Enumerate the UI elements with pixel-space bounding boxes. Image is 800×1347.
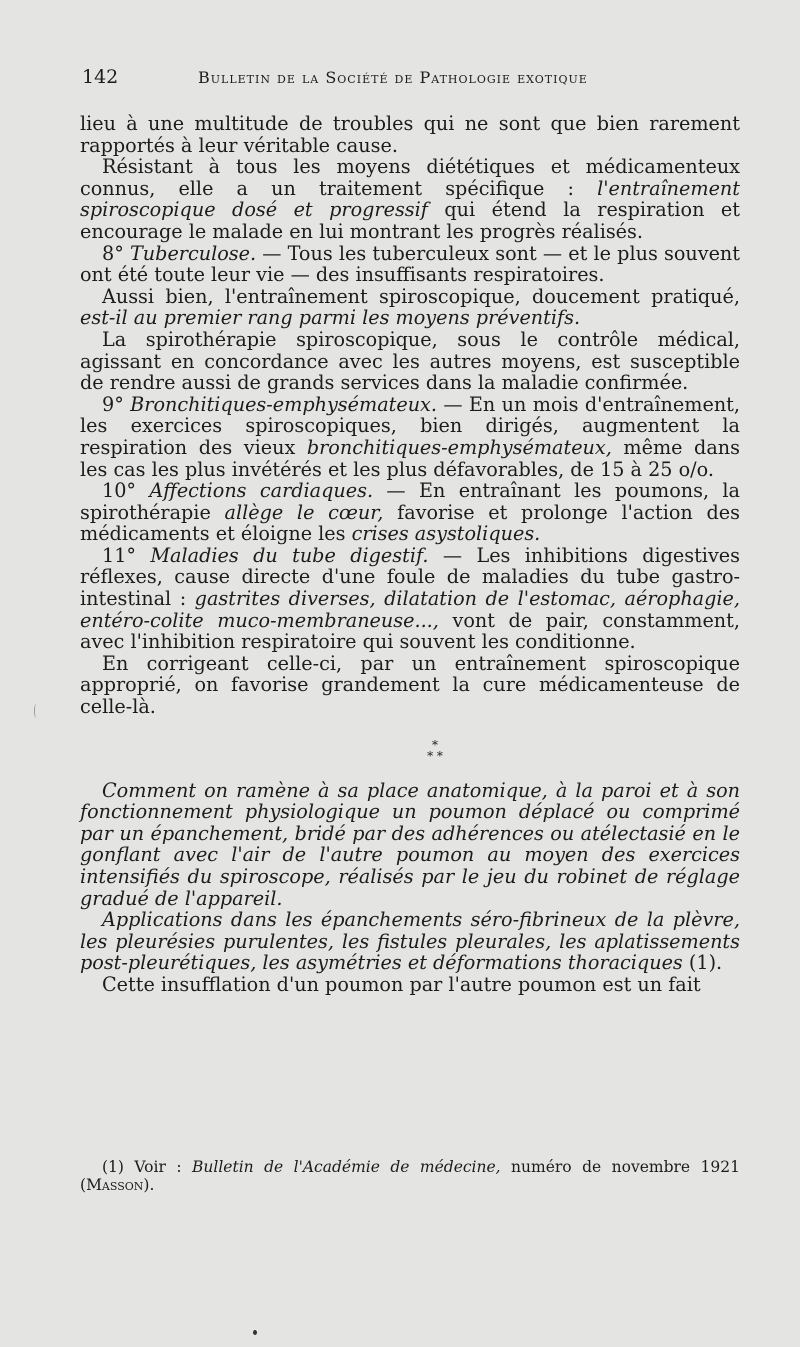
item-number: 8° [102,241,130,265]
paragraph-text: — Les inhibitions digestives réflexes, cause directe d'une foule de maladies du tube gastro-intestinal : [80,543,740,611]
paragraph-text: qui étend la respiration et encourage le malade en lui montrant les progrès réalisés. [80,198,741,243]
paragraph-spirotherapie [80,329,740,394]
paragraph-text: En corrigeant celle-ci, par un entraînement spiroscopique approprié, on favorise grandement la cure médicamenteuse de celle-là. [80,651,740,719]
footnote-reference: (1). [682,951,723,975]
emphasis-text: gastrites diverses, dilatation de l'estomac, aérophagie, entéro-colite muco-membraneuse..., [80,587,740,632]
emphasis-text: crises asystoliques. [351,522,541,546]
page-header [82,66,742,96]
item-title: Affections cardiaques. [149,479,374,503]
margin-mark [34,704,38,718]
paragraph-text: Aussi bien, l'entraînement spiroscopique, doucement pratiqué, [102,284,740,308]
paragraph-continuation [80,113,740,156]
item-title: Tuberculose. [130,241,257,265]
paragraph-treatment [80,156,740,242]
paragraph-text: — En entraînant les poumons, la spirothérapie [80,479,740,524]
paragraph-tuberculose [80,243,740,286]
paragraph-text: Cette insufflation d'un poumon par l'autre poumon est un fait [102,972,701,996]
footnote-close: ). [143,1176,155,1194]
item-title: Bronchitiques-emphysémateux. [130,392,437,416]
paragraph-text: Applications dans les épanchements séro-fibrineux de la plèvre, les pleurésies purulentes, les fistules pleurales, les aplatissements post-pleurétiques, les asymétries et déformations thoraciques [80,908,740,975]
item-number: 10° [102,479,150,503]
asterism-divider [80,737,740,763]
paragraph-text: lieu à une multitude de troubles qui ne sont que bien rarement rapportés à leur véritable cause. [80,112,740,157]
paragraph-text: vont de pair, constamment, avec l'inhibition respiratoire qui souvent les conditionne. [80,608,740,654]
footnote-publisher: Masson [86,1176,144,1194]
body-text [80,113,740,996]
emphasis-text: allège le cœur, [224,500,384,524]
paragraph-text: Résistant à tous les moyens diététiques et médicamenteux connus, elle a un traitement spécifique : [80,155,740,200]
italic-section [80,780,740,996]
running-head: Bulletin de la Société de Pathologie exotique [198,68,588,87]
item-number: 9° [102,392,131,416]
paragraph-insufflation-intro [80,780,740,910]
item-title: Maladies du tube digestif. [150,543,429,567]
emphasis-text: bronchitiques-emphysémateux, [306,435,612,459]
paragraph-cardiaques [80,480,740,545]
paragraph-prevention [80,286,740,329]
paragraph-text: — Tous les tuberculeux sont — et le plus souvent ont été toute leur vie — des insuffisants respiratoires. [80,241,741,287]
paragraph-text: même dans les cas les plus invétérés et les plus défavorables, de 15 à 25 o/o. [80,435,740,481]
footnote-text [80,1158,740,1194]
paragraph-text: — En un mois d'entraînement, les exercices spiroscopiques, bien dirigés, augmentent la respiration des vieux [80,392,740,459]
ink-speck [253,1330,257,1335]
paragraph-text: Comment on ramène à sa place anatomique, à la paroi et à son fonctionnement physiologique un poumon déplacé ou comprimé par un épanchement, bridé par des adhérences ou atélectasié en le gonflant avec l'air de l'autre poumon au moyen des exercices intensifiés du spiroscope, réalisés par le jeu du robinet de réglage gradué de l'appareil. [80,778,740,910]
footnote-source: Bulletin de l'Académie de médecine, [192,1158,501,1176]
footnote-detail: numéro de novembre 1921 ( [80,1158,740,1194]
paragraph-text: favorise et prolonge l'action des médicaments et éloigne les [80,500,740,546]
item-number: 11° [102,543,151,567]
emphasis-text: est-il au premier rang parmi les moyens préventifs. [80,306,581,330]
footnote-marker: (1) Voir : [102,1158,193,1176]
footnote [80,1158,740,1194]
paragraph-digestif [80,545,740,653]
paragraph-text: La spirothérapie spiroscopique, sous le contrôle médical, agissant en concordance avec les autres moyens, est susceptible de rendre aussi de grands services dans la maladie confirmée. [80,327,740,395]
emphasis-text: l'entraînement spiroscopique dosé et progressif [80,176,740,222]
paragraph-correction [80,653,740,718]
paragraph-insufflation [80,974,740,996]
asterism-top: * [432,737,438,752]
page-number: 142 [82,66,119,88]
paragraph-bronchitiques [80,394,740,480]
paragraph-applications [80,909,740,974]
asterism-bottom: * * [427,748,443,763]
